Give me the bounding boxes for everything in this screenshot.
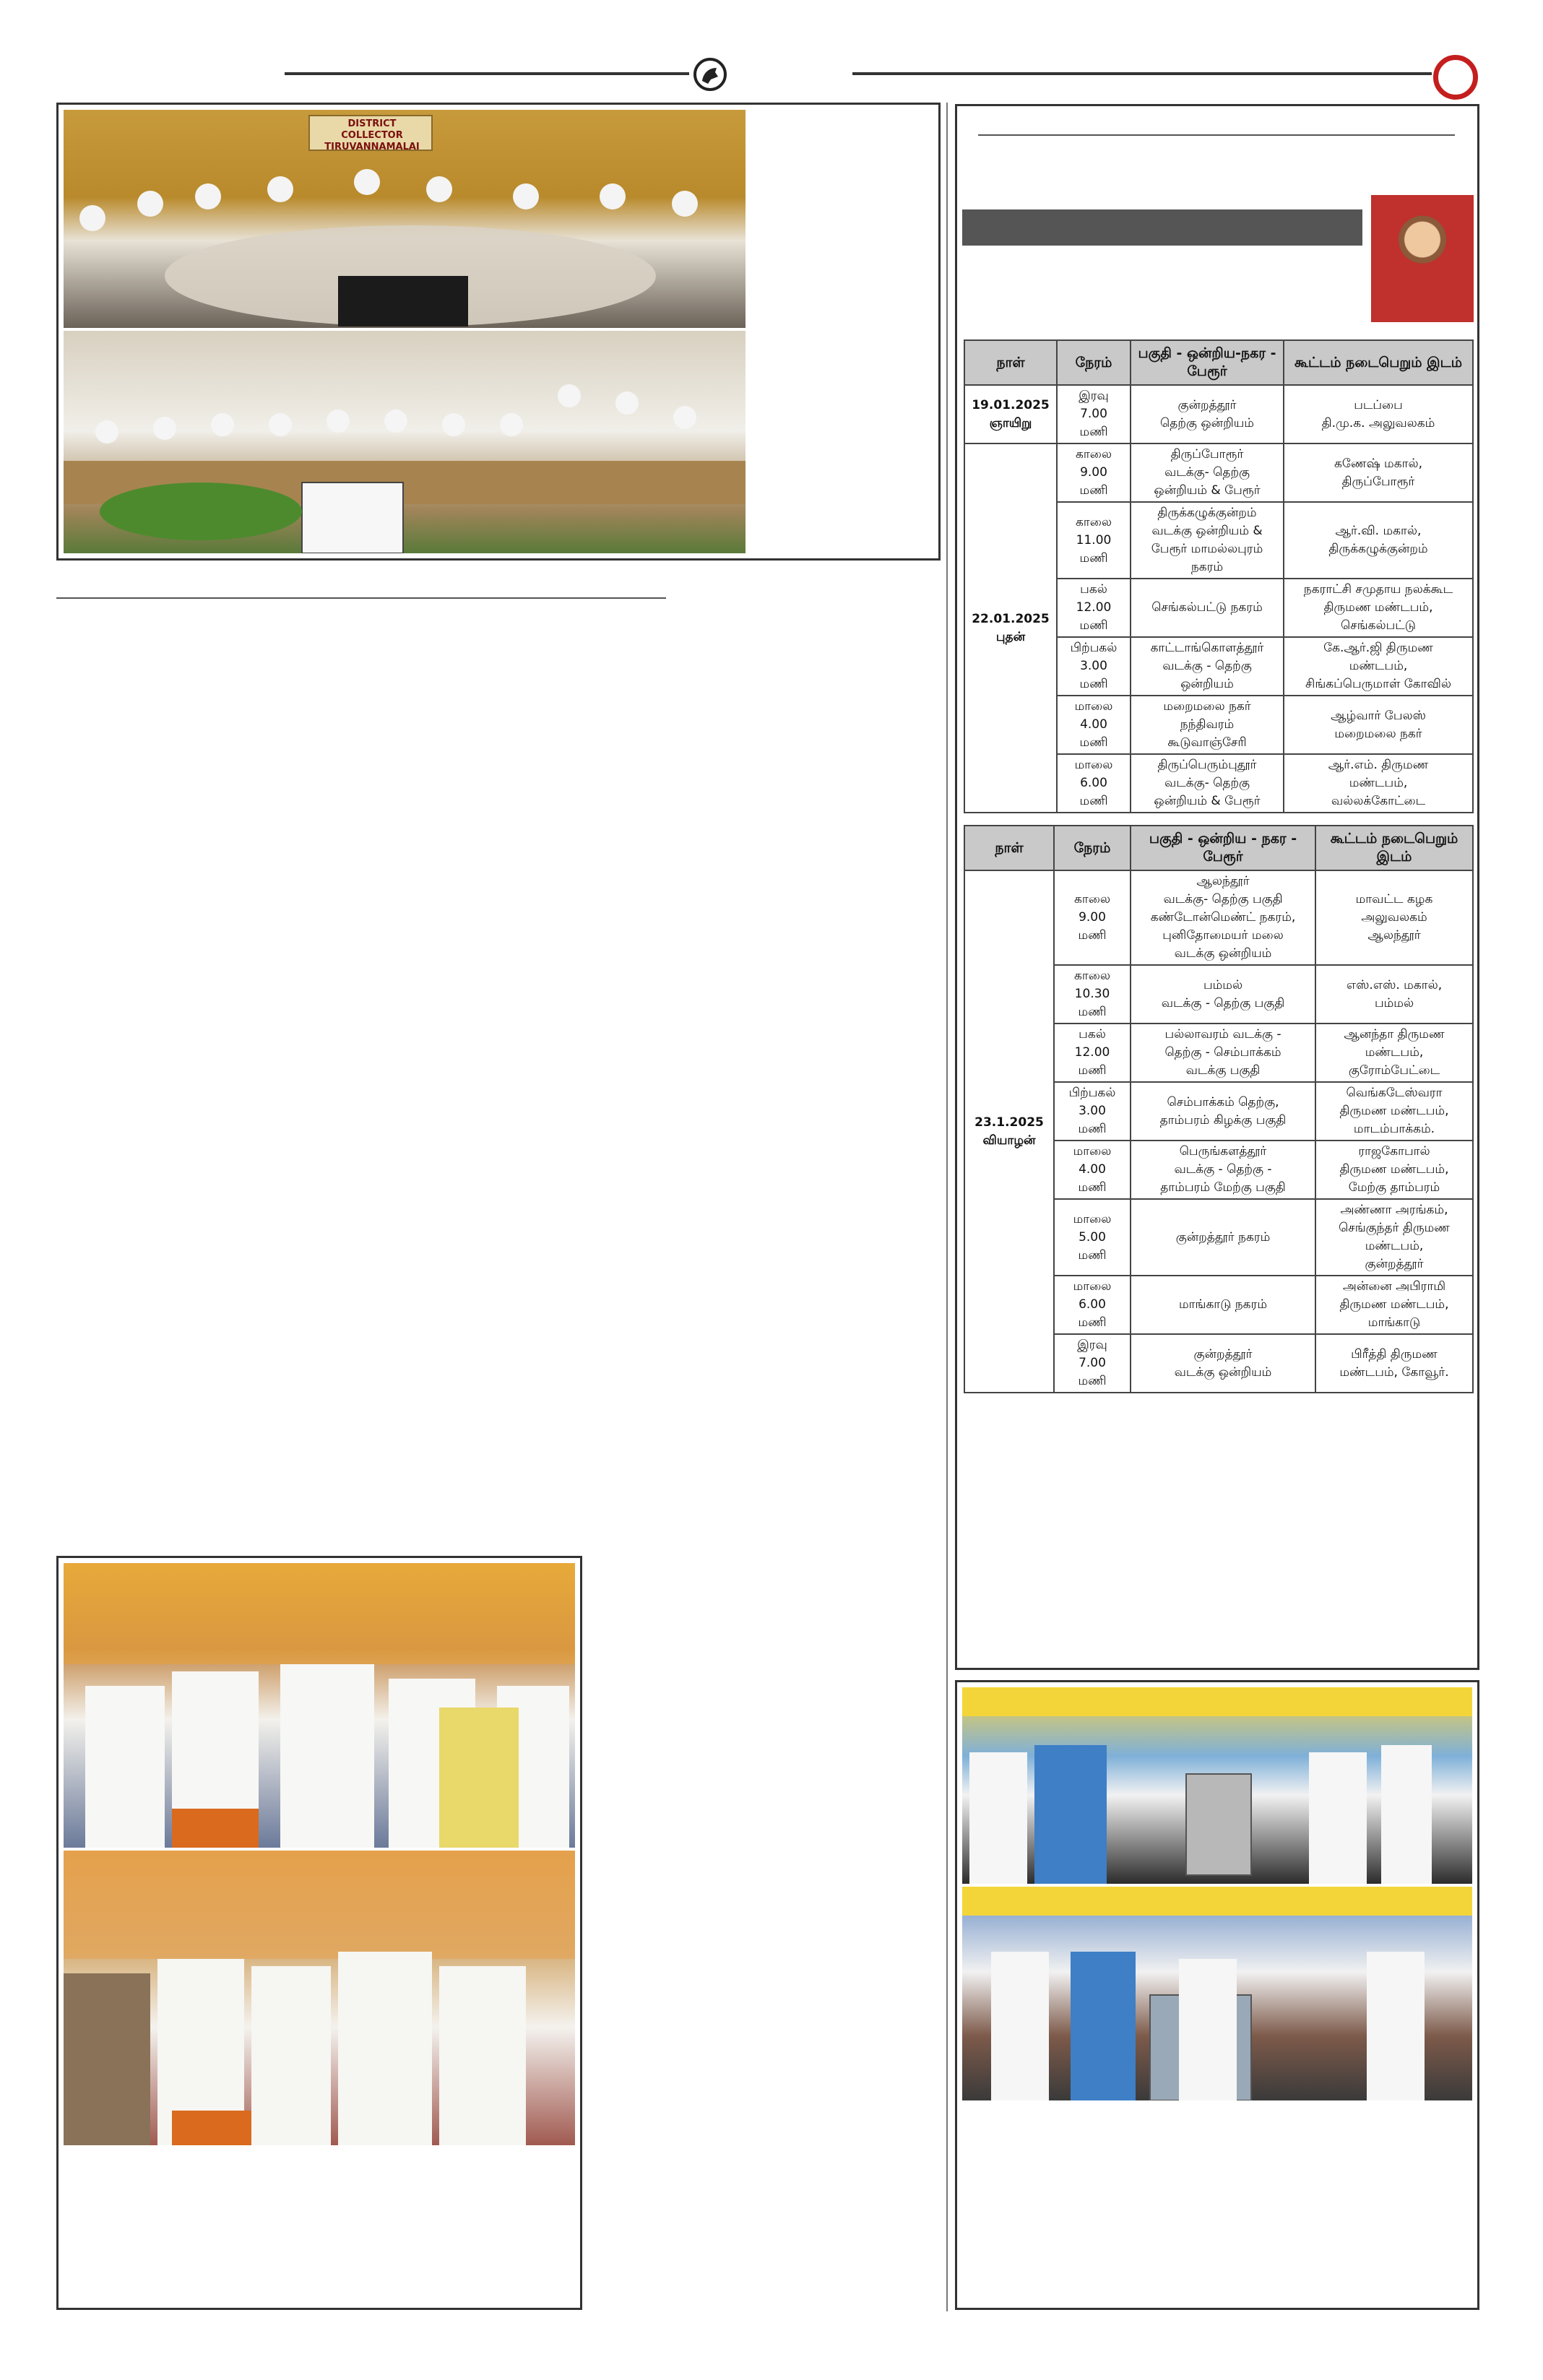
cell-time: பகல் 12.00 மணி — [1057, 579, 1131, 637]
cell-area: திருப்பெரும்புதூர் வடக்கு- தெற்கு ஒன்றியம் & பேரூர் — [1131, 754, 1284, 813]
meeting-photo-top — [64, 110, 745, 328]
schedule-table-1 — [964, 339, 1474, 813]
cell-date: 22.01.2025 புதன் — [964, 443, 1057, 813]
cell-area: குன்றத்தூர் தெற்கு ஒன்றியம் — [1131, 385, 1284, 443]
cell-time: பகல் 12.00 மணி — [1054, 1024, 1131, 1082]
event-photo-bottom — [64, 1851, 575, 2145]
cell-venue: கணேஷ் மகால், திருப்போரூர் — [1284, 443, 1473, 502]
col-venue-header: கூட்டம் நடைபெறும் இடம் — [1315, 826, 1473, 870]
col-area-header: பகுதி - ஒன்றிய-நகர - பேரூர் — [1131, 340, 1284, 385]
cell-date: 23.1.2025 வியாழன் — [964, 870, 1054, 1393]
header-rule-right — [852, 72, 1432, 75]
col-area-header: பகுதி - ஒன்றிய - நகர - பேரூர் — [1131, 826, 1315, 870]
cell-venue: எஸ்.எஸ். மகால், பம்மல் — [1315, 965, 1473, 1024]
col-date-header: நாள் — [964, 340, 1057, 385]
cell-venue: படப்பை தி.மு.க. அலுவலகம் — [1284, 385, 1473, 443]
schedule-title-rule — [978, 134, 1455, 136]
cell-time: பிற்பகல் 3.00 மணி — [1057, 637, 1131, 696]
cell-venue: ஆர்.வி. மகால், திருக்கழுக்குன்றம் — [1284, 502, 1473, 579]
cell-venue: ராஜகோபால் திருமண மண்டபம், மேற்கு தாம்பரம் — [1315, 1141, 1473, 1199]
cell-time: இரவு 7.00 மணி — [1054, 1334, 1131, 1393]
column-separator — [946, 103, 948, 2311]
event-photo-top — [64, 1563, 575, 1848]
cell-area: குன்றத்தூர் வடக்கு ஒன்றியம் — [1131, 1334, 1315, 1393]
schedule-heading-bar — [962, 209, 1362, 246]
cell-area: மறைமலை நகர் நந்திவரம் கூடுவாஞ்சேரி — [1131, 696, 1284, 754]
cell-venue: வெங்கடேஸ்வரா திருமண மண்டபம், மாடம்பாக்கம். — [1315, 1082, 1473, 1141]
cell-time: காலை 10.30 மணி — [1054, 965, 1131, 1024]
col-time-header: நேரம் — [1054, 826, 1131, 870]
cell-area: மாங்காடு நகரம் — [1131, 1276, 1315, 1334]
masthead-red-circle-icon — [1433, 55, 1478, 100]
section-divider-left — [56, 597, 666, 599]
header-rule-left — [285, 72, 689, 75]
cell-area: பெருங்களத்தூர் வடக்கு - தெற்கு - தாம்பரம் மேற்கு பகுதி — [1131, 1141, 1315, 1199]
col-venue-header: கூட்டம் நடைபெறும் இடம் — [1284, 340, 1473, 385]
cell-venue: நகராட்சி சமுதாய நலக்கூட திருமண மண்டபம், செங்கல்பட்டு — [1284, 579, 1473, 637]
col-time-header: நேரம் — [1057, 340, 1131, 385]
cell-time: மாலை 6.00 மணி — [1054, 1276, 1131, 1334]
cell-venue: மாவட்ட கழக அலுவலகம் ஆலந்தூர் — [1315, 870, 1473, 965]
cell-area: குன்றத்தூர் நகரம் — [1131, 1199, 1315, 1276]
cell-time: காலை 9.00 மணி — [1057, 443, 1131, 502]
cell-area: பல்லாவரம் வடக்கு - தெற்கு - செம்பாக்கம் வடக்கு பகுதி — [1131, 1024, 1315, 1082]
col-date-header: நாள் — [964, 826, 1054, 870]
leader-portrait — [1370, 194, 1475, 324]
cell-area: செம்பாக்கம் தெற்கு, தாம்பரம் கிழக்கு பகுதி — [1131, 1082, 1315, 1141]
cell-venue: ஆழ்வார் பேலஸ் மறைமலை நகர் — [1284, 696, 1473, 754]
cell-area: திருப்போரூர் வடக்கு- தெற்கு ஒன்றியம் & பேரூர் — [1131, 443, 1284, 502]
table-row — [964, 870, 1473, 965]
cell-time: பிற்பகல் 3.00 மணி — [1054, 1082, 1131, 1141]
cell-time: மாலை 4.00 மணி — [1054, 1141, 1131, 1199]
table-row — [964, 385, 1473, 443]
cell-venue: அன்னை அபிராமி திருமண மண்டபம், மாங்காடு — [1315, 1276, 1473, 1334]
cell-date: 19.01.2025 ஞாயிறு — [964, 385, 1057, 443]
cell-venue: அண்ணா அரங்கம், செங்குந்தர் திருமண மண்டபம், குன்றத்தூர் — [1315, 1199, 1473, 1276]
cell-venue: ஆர்.எம். திருமண மண்டபம், வல்லக்கோட்டை — [1284, 754, 1473, 813]
cell-time: இரவு 7.00 மணி — [1057, 385, 1131, 443]
cell-area: திருக்கழுக்குன்றம் வடக்கு ஒன்றியம் & பேரூர் மாமல்லபுரம் நகரம் — [1131, 502, 1284, 579]
masthead-emblem-icon — [693, 58, 727, 91]
cell-time: காலை 11.00 மணி — [1057, 502, 1131, 579]
cell-venue: கே.ஆர்.ஜி திருமண மண்டபம், சிங்கப்பெருமாள் கோவில் — [1284, 637, 1473, 696]
cell-time: மாலை 5.00 மணி — [1054, 1199, 1131, 1276]
cell-time: மாலை 4.00 மணி — [1057, 696, 1131, 754]
cell-time: மாலை 6.00 மணி — [1057, 754, 1131, 813]
collector-sign-label: DISTRICT COLLECTOR TIRUVANNAMALAI — [324, 118, 420, 152]
table-row — [964, 443, 1473, 502]
distribution-photo-bottom — [962, 1887, 1472, 2100]
cell-venue: பிரீத்தி திருமண மண்டபம், கோவூர். — [1315, 1334, 1473, 1393]
cell-venue: ஆனந்தா திருமண மண்டபம், குரோம்பேட்டை — [1315, 1024, 1473, 1082]
schedule-table-2 — [964, 825, 1474, 1393]
cell-area: பம்மல் வடக்கு - தெற்கு பகுதி — [1131, 965, 1315, 1024]
cell-area: செங்கல்பட்டு நகரம் — [1131, 579, 1284, 637]
cell-area: ஆலந்தூர் வடக்கு- தெற்கு பகுதி கண்டோன்மெண்ட் நகரம், புனிதோமையர் மலை வடக்கு ஒன்றியம் — [1131, 870, 1315, 965]
cell-area: காட்டாங்கொளத்தூர் வடக்கு - தெற்கு ஒன்றியம் — [1131, 637, 1284, 696]
distribution-photo-top — [962, 1687, 1472, 1884]
meeting-photo-bottom — [64, 331, 745, 553]
cell-time: காலை 9.00 மணி — [1054, 870, 1131, 965]
